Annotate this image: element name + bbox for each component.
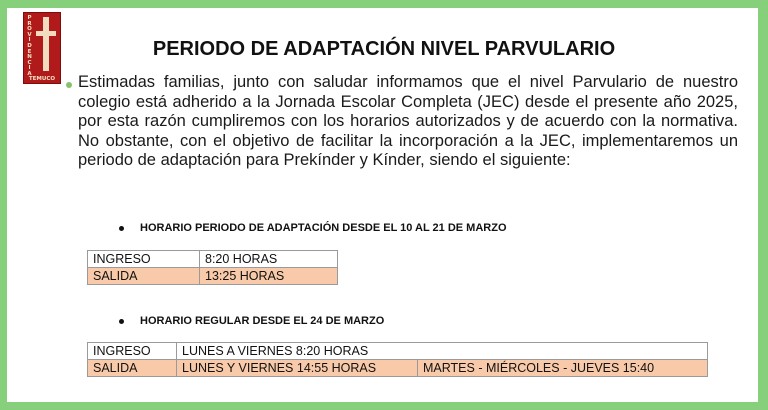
section2-heading: HORARIO REGULAR DESDE EL 24 DE MARZO xyxy=(140,315,385,327)
row-label: SALIDA xyxy=(88,360,177,377)
row-value-2: MARTES - MIÉRCOLES - JUEVES 15:40 xyxy=(418,360,708,377)
logo-letter: E xyxy=(27,48,32,55)
row-label: INGRESO xyxy=(88,251,200,268)
row-value: 13:25 HORAS xyxy=(200,268,338,285)
table-row xyxy=(88,360,708,377)
logo-letter: D xyxy=(27,42,32,49)
frame-left-border xyxy=(0,0,7,410)
frame-right-border xyxy=(758,0,768,410)
row-label: INGRESO xyxy=(88,343,177,360)
logo-city: TEMUCO xyxy=(28,76,56,82)
row-value: LUNES Y VIERNES 14:55 HORAS xyxy=(177,360,418,377)
frame-top-border xyxy=(0,0,768,8)
intro-paragraph: Estimadas familias, junto con saludar informamos que el nivel Parvulario de nuestro colegio está adherido a la Jornada Escolar Completa (JEC) desde el presente año 2025, por esta razón cumpliremos con los horarios autorizados y de acuerdo con la normativa. No obstante, con el objetivo de facilitar la incorporación a la JEC, implementaremos un periodo de adaptación para Prekínder y Kínder, siendo el siguiente: xyxy=(78,73,738,170)
adaptation-schedule-table xyxy=(87,250,338,285)
table-row xyxy=(88,343,708,360)
bullet-icon xyxy=(119,319,124,324)
logo-letter: C xyxy=(27,59,32,66)
frame-bottom-border xyxy=(0,402,768,410)
logo-letter: I xyxy=(28,37,31,44)
bullet-icon xyxy=(119,226,124,231)
row-label: SALIDA xyxy=(88,268,200,285)
logo-letter: A xyxy=(27,70,32,77)
table-row xyxy=(88,268,338,285)
table-row xyxy=(88,251,338,268)
bullet-icon xyxy=(66,82,72,88)
row-value: LUNES A VIERNES 8:20 HORAS xyxy=(177,343,708,360)
logo-letter: V xyxy=(27,31,32,38)
regular-schedule-table xyxy=(87,342,708,377)
logo-letter: O xyxy=(27,26,32,33)
logo-letter: P xyxy=(27,15,32,21)
logo-letter: R xyxy=(27,20,32,27)
logo-letter: N xyxy=(27,54,32,61)
section1-heading: HORARIO PERIODO DE ADAPTACIÓN DESDE EL 10 AL 21 DE MARZO xyxy=(140,222,507,234)
row-value: 8:20 HORAS xyxy=(200,251,338,268)
page-title: PERIODO DE ADAPTACIÓN NIVEL PARVULARIO xyxy=(152,38,616,60)
logo-letter: I xyxy=(28,65,31,72)
